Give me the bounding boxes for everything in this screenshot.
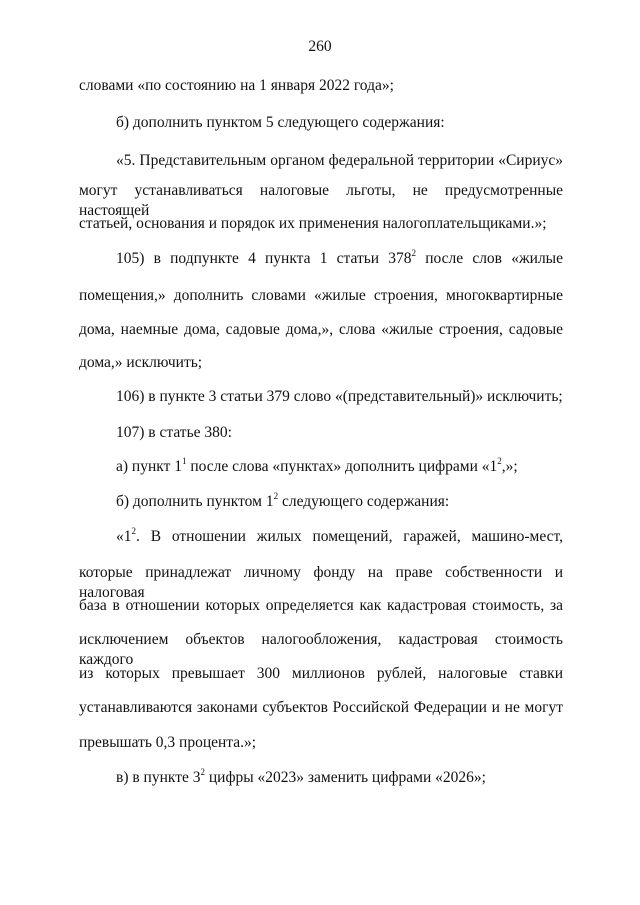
text-line [116, 457, 518, 477]
superscript: 2 [411, 247, 417, 258]
text-line [116, 768, 486, 788]
text-line: словами «по состоянию на 1 января 2022 года»; [79, 77, 394, 94]
text-segment: цифры «2023» заменить цифрами «2026»; [205, 769, 486, 786]
text-segment: а) пункт 1 [116, 458, 182, 475]
text-segment: 105) в подпункте 4 пункта 1 статьи 378 [116, 250, 412, 267]
text-line [116, 249, 563, 269]
text-line: дома, наемные дома, садовые дома,», слова «жилые строения, садовые [79, 321, 563, 338]
text-segment: после слов «жилые [416, 250, 563, 267]
text-segment: после слова «пунктах» дополнить цифрами «1 [186, 458, 498, 475]
text-segment: ,»; [501, 458, 518, 475]
text-line: которые принадлежат личному фонду на праве собственности и налоговая [79, 564, 563, 601]
text-segment: в) в пункте 3 [116, 769, 201, 786]
superscript: 2 [131, 525, 136, 536]
text-line: превышать 0,3 процента.»; [79, 734, 257, 751]
text-segment: следующего содержания: [278, 493, 450, 510]
text-line: б) дополнить пунктом 5 следующего содержания: [116, 114, 445, 131]
text-line: из которых превышает 300 миллионов рублей, налоговые ставки [79, 665, 563, 682]
text-line: дома,» исключить; [79, 354, 203, 371]
superscript: 2 [200, 766, 205, 777]
text-line: база в отношении которых определяется как кадастровая стоимость, за [79, 597, 563, 614]
text-line: «5. Представительным органом федеральной территории «Сириус» [116, 152, 563, 169]
text-line: 106) в пункте 3 статьи 379 слово «(представительный)» исключить; [116, 388, 563, 405]
superscript: 2 [497, 455, 502, 466]
text-line [116, 492, 449, 512]
text-line: помещения,» дополнить словами «жилые строения, многоквартирные [79, 287, 563, 304]
text-line [116, 527, 563, 547]
page-number: 260 [308, 38, 332, 55]
text-line: исключением объектов налогообложения, кадастровая стоимость каждого [79, 631, 563, 668]
text-line: 107) в статье 380: [116, 424, 232, 441]
text-line: статьей, основания и порядок их применения налогоплательщиками.»; [79, 215, 547, 232]
text-line: устанавливаются законами субъектов Российской Федерации и не могут [79, 699, 563, 716]
text-segment: б) дополнить пунктом 1 [116, 493, 274, 510]
text-segment: . В отношении жилых помещений, гаражей, машино-мест, [136, 528, 563, 545]
text-line: могут устанавливаться налоговые льготы, не предусмотренные настоящей [79, 182, 563, 219]
superscript: 2 [273, 490, 279, 501]
superscript: 1 [181, 455, 187, 466]
text-segment: «1 [116, 528, 132, 545]
